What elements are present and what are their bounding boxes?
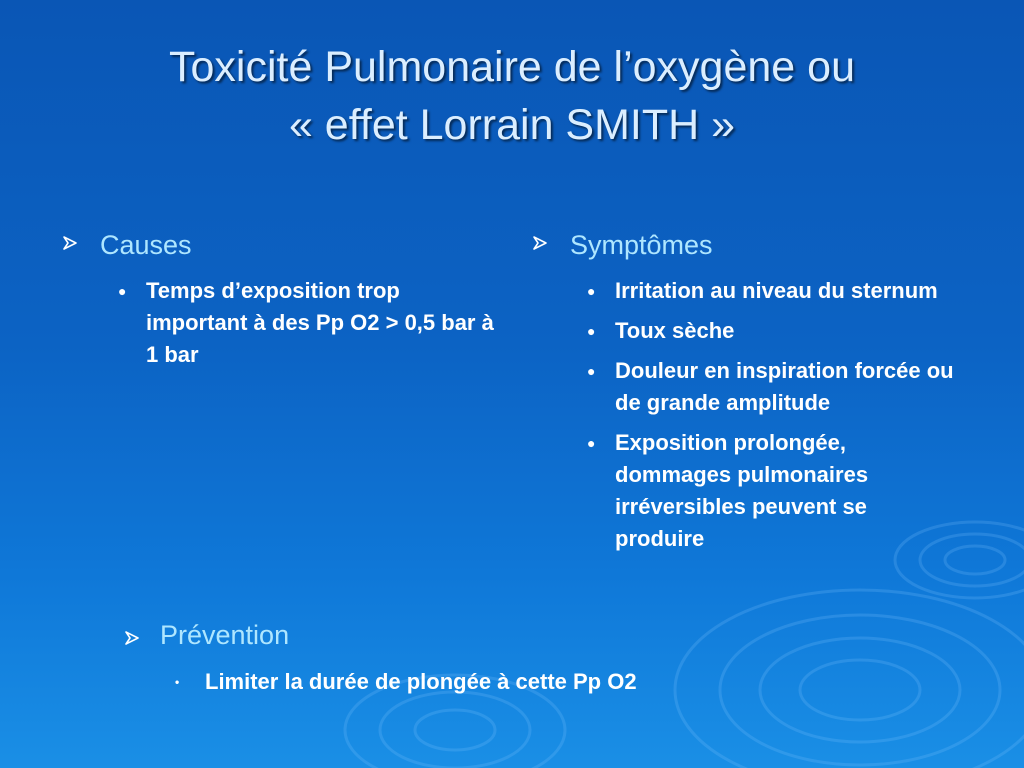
causes-heading-label: Causes: [100, 230, 192, 260]
list-item-text: Douleur en inspiration forcée ou de grande amplitude: [615, 358, 954, 415]
list-item-text: Exposition prolongée, dommages pulmonaires irréversibles peuvent se produire: [615, 430, 869, 551]
list-item: [587, 315, 955, 347]
arrow-bullet-icon: [62, 234, 80, 252]
list-item: [118, 275, 496, 371]
symptomes-heading-label: Symptômes: [570, 230, 713, 260]
list-item-text: Toux sèche: [615, 318, 735, 343]
symptomes-heading: [532, 230, 792, 264]
list-item-text: Irritation au niveau du sternum: [615, 278, 938, 303]
arrow-bullet-icon: [124, 629, 142, 647]
bullet-dot-icon: ●: [118, 283, 127, 299]
list-item-text: Limiter la durée de plongée à cette Pp O2: [205, 669, 637, 694]
bullet-dot-icon: ●: [587, 283, 596, 299]
title-line-1: Toxicité Pulmonaire de l’oxygène ou: [168, 43, 855, 91]
prevention-list: [175, 666, 825, 706]
list-item: [175, 666, 825, 698]
list-item: [587, 275, 955, 307]
causes-list: [118, 275, 496, 379]
prevention-heading: [124, 620, 384, 654]
bullet-dot-icon: ●: [587, 363, 596, 379]
causes-heading: [62, 230, 262, 264]
symptomes-list: [587, 275, 955, 563]
title-line-2: « effet Lorrain SMITH »: [288, 101, 736, 149]
slide-title: [0, 38, 1024, 154]
list-item-text: Temps d’exposition trop important à des Pp O2 > 0,5 bar à 1 bar: [146, 278, 494, 367]
bullet-dot-icon: •: [175, 675, 180, 689]
bullet-dot-icon: ●: [587, 323, 596, 339]
prevention-heading-label: Prévention: [160, 620, 290, 650]
list-item: [587, 427, 955, 555]
bullet-dot-icon: ●: [587, 435, 596, 451]
list-item: [587, 355, 955, 419]
arrow-bullet-icon: [532, 234, 550, 252]
